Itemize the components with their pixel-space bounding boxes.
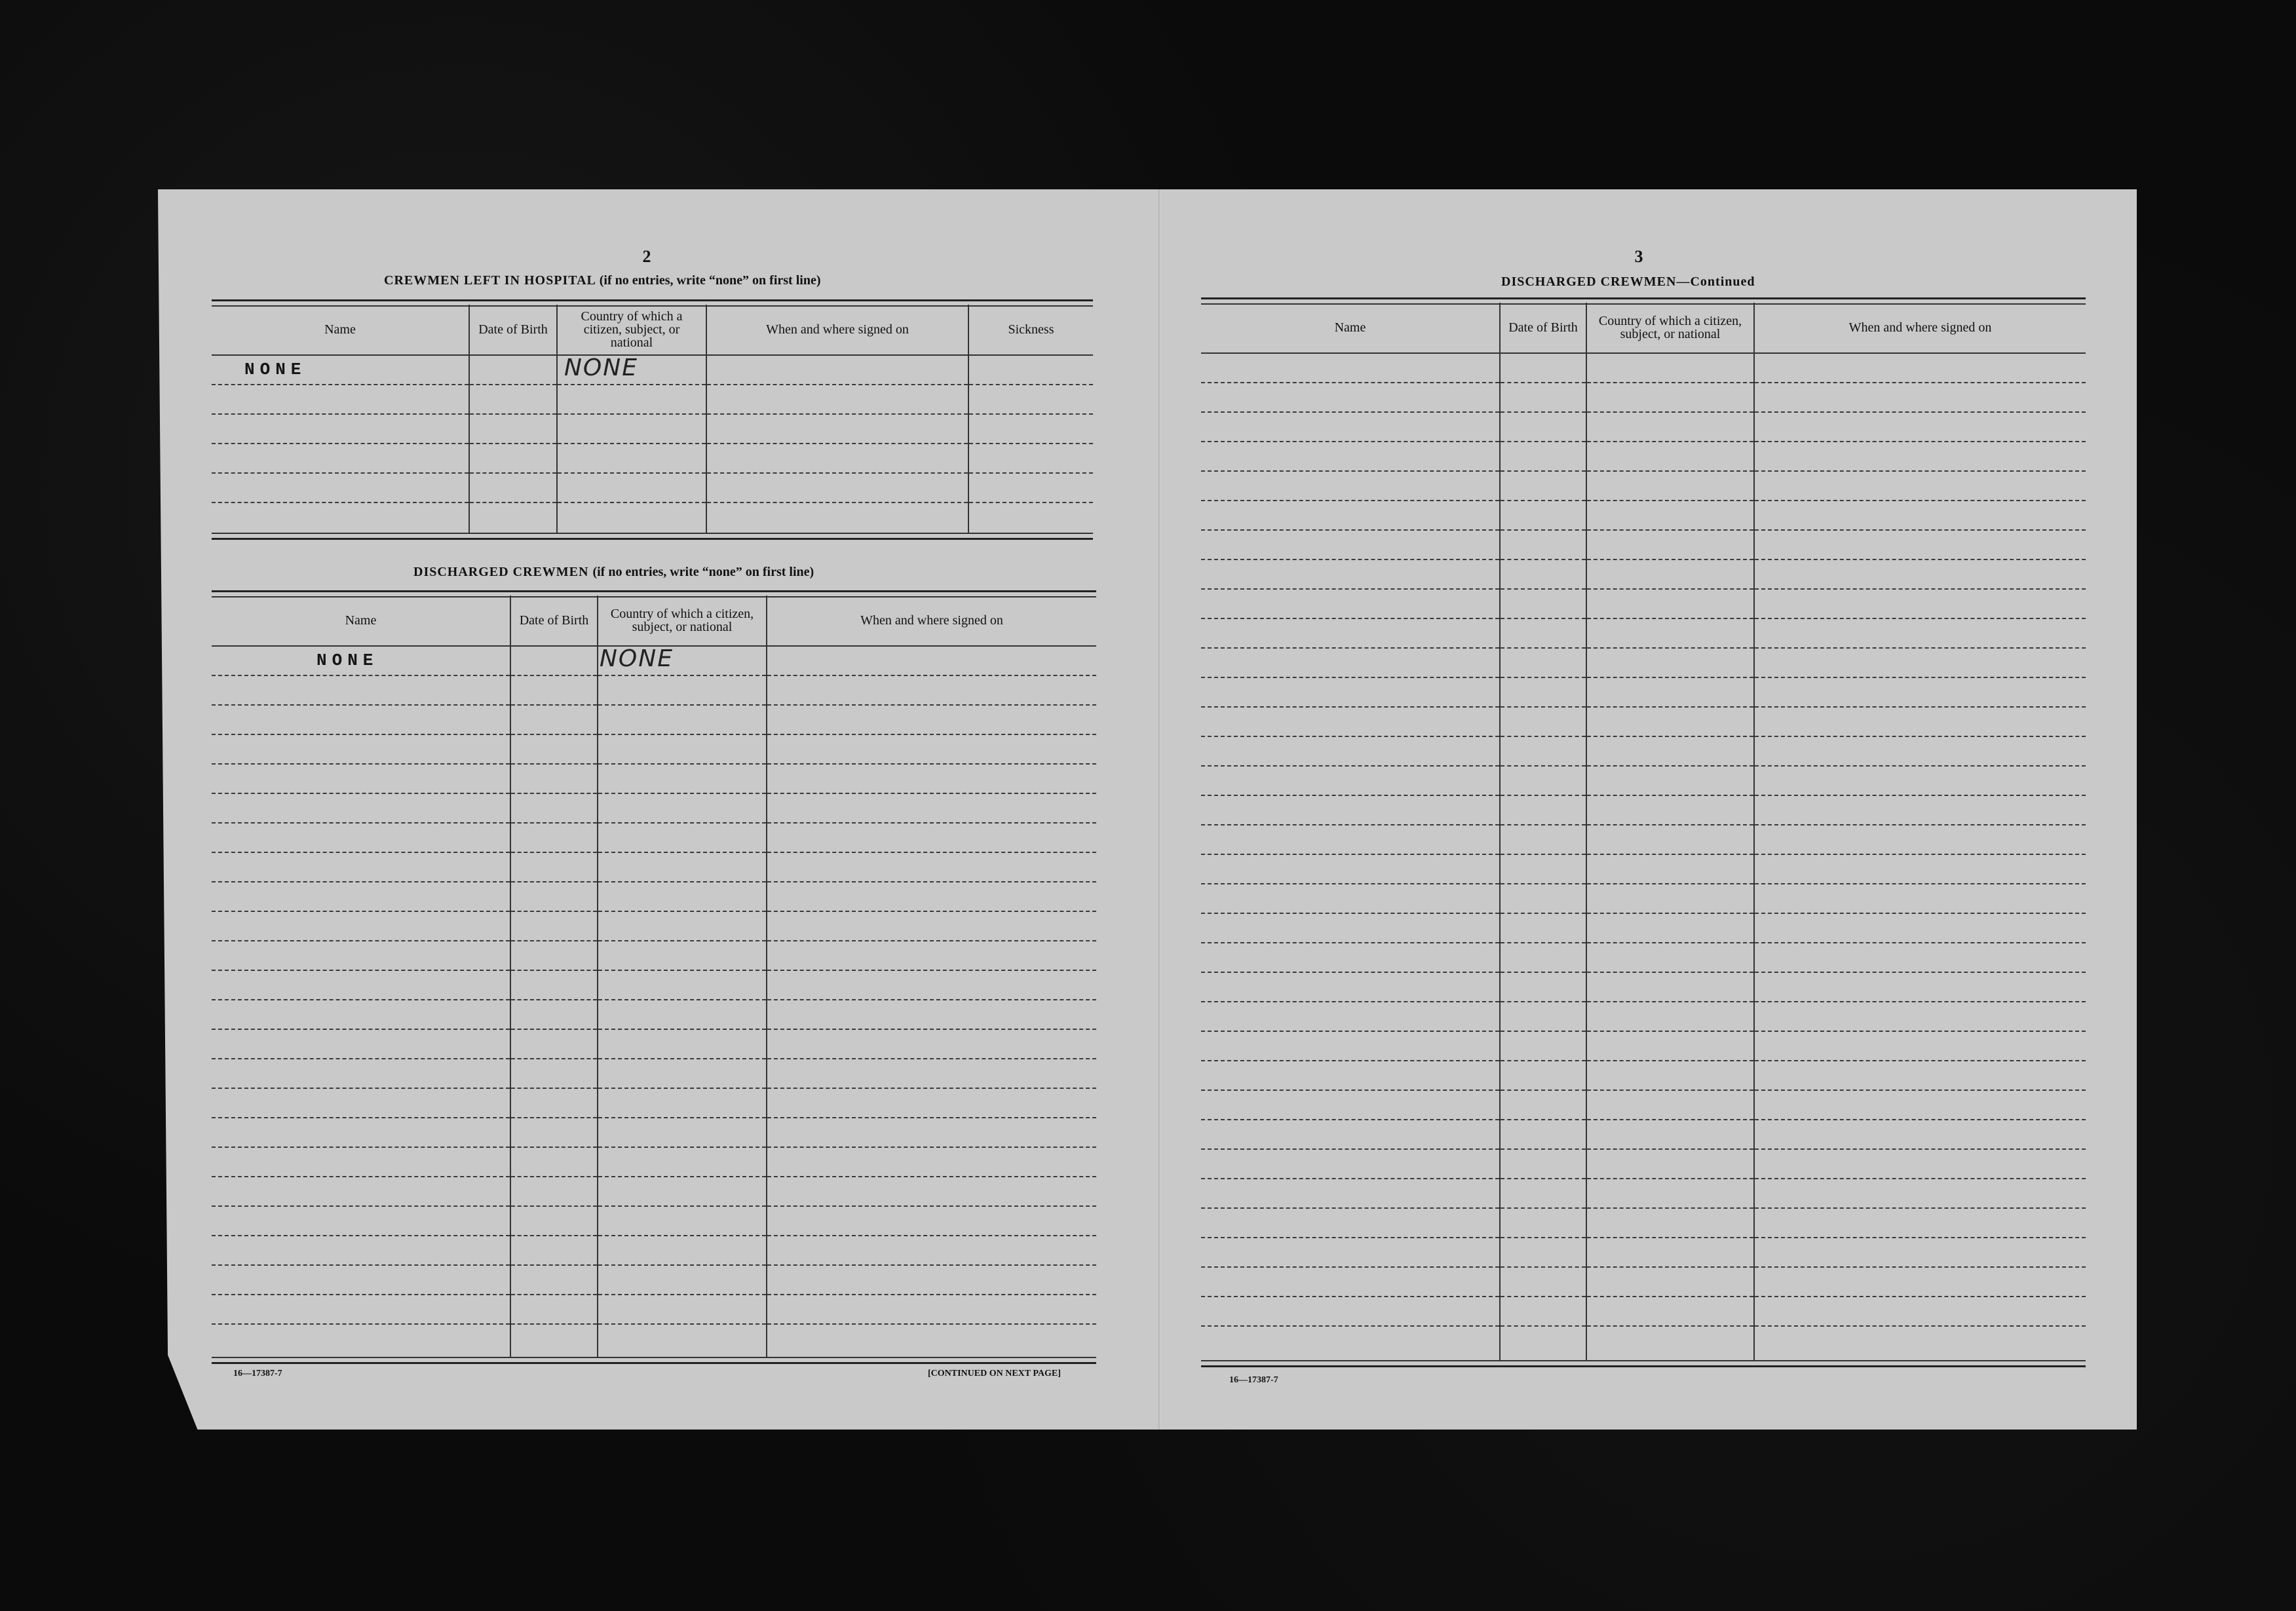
column-name — [212, 356, 470, 533]
discharged-title-note: (if no entries, write “none” on first line) — [592, 565, 814, 579]
discharged-table — [212, 590, 1096, 1363]
page-number: 2 — [642, 247, 651, 266]
column-dob — [511, 647, 598, 1357]
table-header — [212, 596, 1096, 647]
hospital-table — [212, 299, 1093, 538]
column-signed-on — [707, 356, 969, 533]
table-header — [1201, 303, 2086, 354]
table-row — [212, 474, 469, 503]
table-body — [212, 647, 1096, 1357]
entry-country: NONE — [564, 354, 638, 381]
entry-name: NONE — [316, 651, 379, 670]
table-row — [212, 444, 469, 474]
table-body — [1201, 354, 2086, 1360]
header-country: Country of which a citizen, subject, or national — [1587, 303, 1755, 352]
page-number: 3 — [1634, 247, 1643, 266]
header-signed-on: When and where signed on — [1848, 320, 1992, 335]
discharged-continued-table — [1201, 297, 2086, 1372]
table-bottom-rule — [1201, 1360, 2086, 1367]
table-header — [212, 305, 1093, 356]
header-dob: Date of Birth — [470, 305, 558, 354]
header-dob: Date of Birth — [511, 596, 598, 645]
header-signed-on: When and where signed on — [860, 613, 1003, 628]
entry-name: NONE — [244, 360, 307, 379]
page-left — [158, 189, 1158, 1430]
column-signed-on — [1755, 354, 2086, 1360]
header-country: Country of which a citizen, subject, or national — [598, 596, 767, 645]
discharged-title-text: DISCHARGED CREWMEN — [413, 565, 589, 579]
column-dob — [470, 356, 558, 533]
table-bottom-rule — [212, 533, 1093, 540]
table-body — [212, 356, 1093, 533]
table-row — [212, 356, 469, 385]
table-bottom-rule — [212, 1357, 1096, 1364]
discharged-section-title — [413, 565, 814, 580]
header-dob: Date of Birth — [1501, 303, 1587, 352]
form-number: 16—17387-7 — [233, 1369, 282, 1378]
form-number: 16—17387-7 — [1229, 1375, 1278, 1385]
table-row — [212, 503, 469, 533]
entry-country: NONE — [600, 645, 674, 672]
column-name — [212, 647, 511, 1357]
table-row — [212, 415, 469, 444]
discharged-continued-title: DISCHARGED CREWMEN—Continued — [1501, 275, 1755, 289]
hospital-title-note: (if no entries, write “none” on first line) — [599, 273, 821, 288]
column-country — [1587, 354, 1755, 1360]
column-country — [598, 647, 767, 1357]
header-signed-on: When and where signed on — [707, 305, 969, 354]
column-sickness — [969, 356, 1093, 533]
header-name: Name — [212, 596, 511, 645]
page-right — [1160, 189, 2137, 1430]
table-row — [212, 647, 510, 676]
column-name — [1201, 354, 1501, 1360]
header-country: Country of which a citizen, subject, or national — [558, 305, 707, 354]
column-dob — [1501, 354, 1587, 1360]
header-sickness: Sickness — [1008, 322, 1054, 337]
column-signed-on — [767, 647, 1096, 1357]
hospital-title-text: CREWMEN LEFT IN HOSPITAL — [384, 273, 596, 288]
column-country — [558, 356, 707, 533]
header-name: Name — [212, 305, 470, 354]
continued-note: [CONTINUED ON NEXT PAGE] — [928, 1369, 1061, 1378]
table-row — [212, 385, 469, 415]
hospital-section-title — [384, 273, 821, 288]
header-name: Name — [1201, 303, 1501, 352]
